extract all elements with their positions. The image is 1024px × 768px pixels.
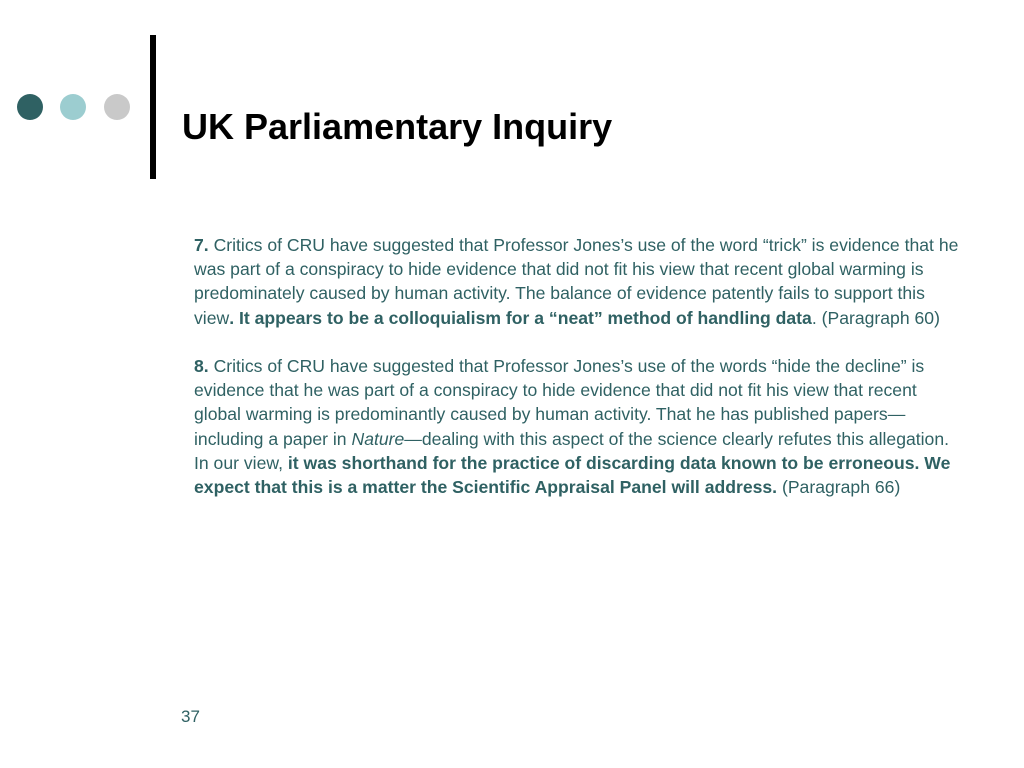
decorative-dot-light [60,94,86,120]
paragraph-conclusion: . It appears to be a colloquialism for a “neat” method of handling data [229,307,812,328]
paragraph-text-continued: —dealing with this aspect of the science clearly refutes this allegation. In our view, [194,428,950,473]
decorative-dot-grey [104,94,130,120]
paragraph-conclusion: it was shorthand for the practice of discarding data known to be erroneous. We expect that this is a matter the Scientific Appraisal Panel will address. [194,452,951,498]
page-number: 37 [181,707,200,726]
paragraph-8 [194,354,964,499]
journal-name: Nature [351,428,405,449]
title-divider-bar [150,35,156,179]
paragraph-reference: . (Paragraph 60) [811,307,940,328]
paragraph-7 [194,233,964,330]
paragraph-text: Critics of CRU have suggested that Professor Jones’s use of the words “hide the decline” is evidence that he was part of a conspiracy to hide evidence that did not fit his view that recent global warming is predominantly caused by human activity. That he has published papers—including a paper in [194,356,925,449]
paragraph-number: 8. [194,356,209,376]
paragraph-text: Critics of CRU have suggested that Professor Jones’s use of the word “trick” is evidence that he was part of a conspiracy to hide evidence that did not fit his view that recent global warming is predominately caused by human activity. The balance of evidence patently fails to support this view [194,235,959,328]
paragraph-reference: (Paragraph 66) [777,477,901,498]
slide-body [194,233,964,499]
decorative-dot-dark [17,94,43,120]
slide-title: UK Parliamentary Inquiry [182,106,613,147]
paragraph-number: 7. [194,235,209,255]
